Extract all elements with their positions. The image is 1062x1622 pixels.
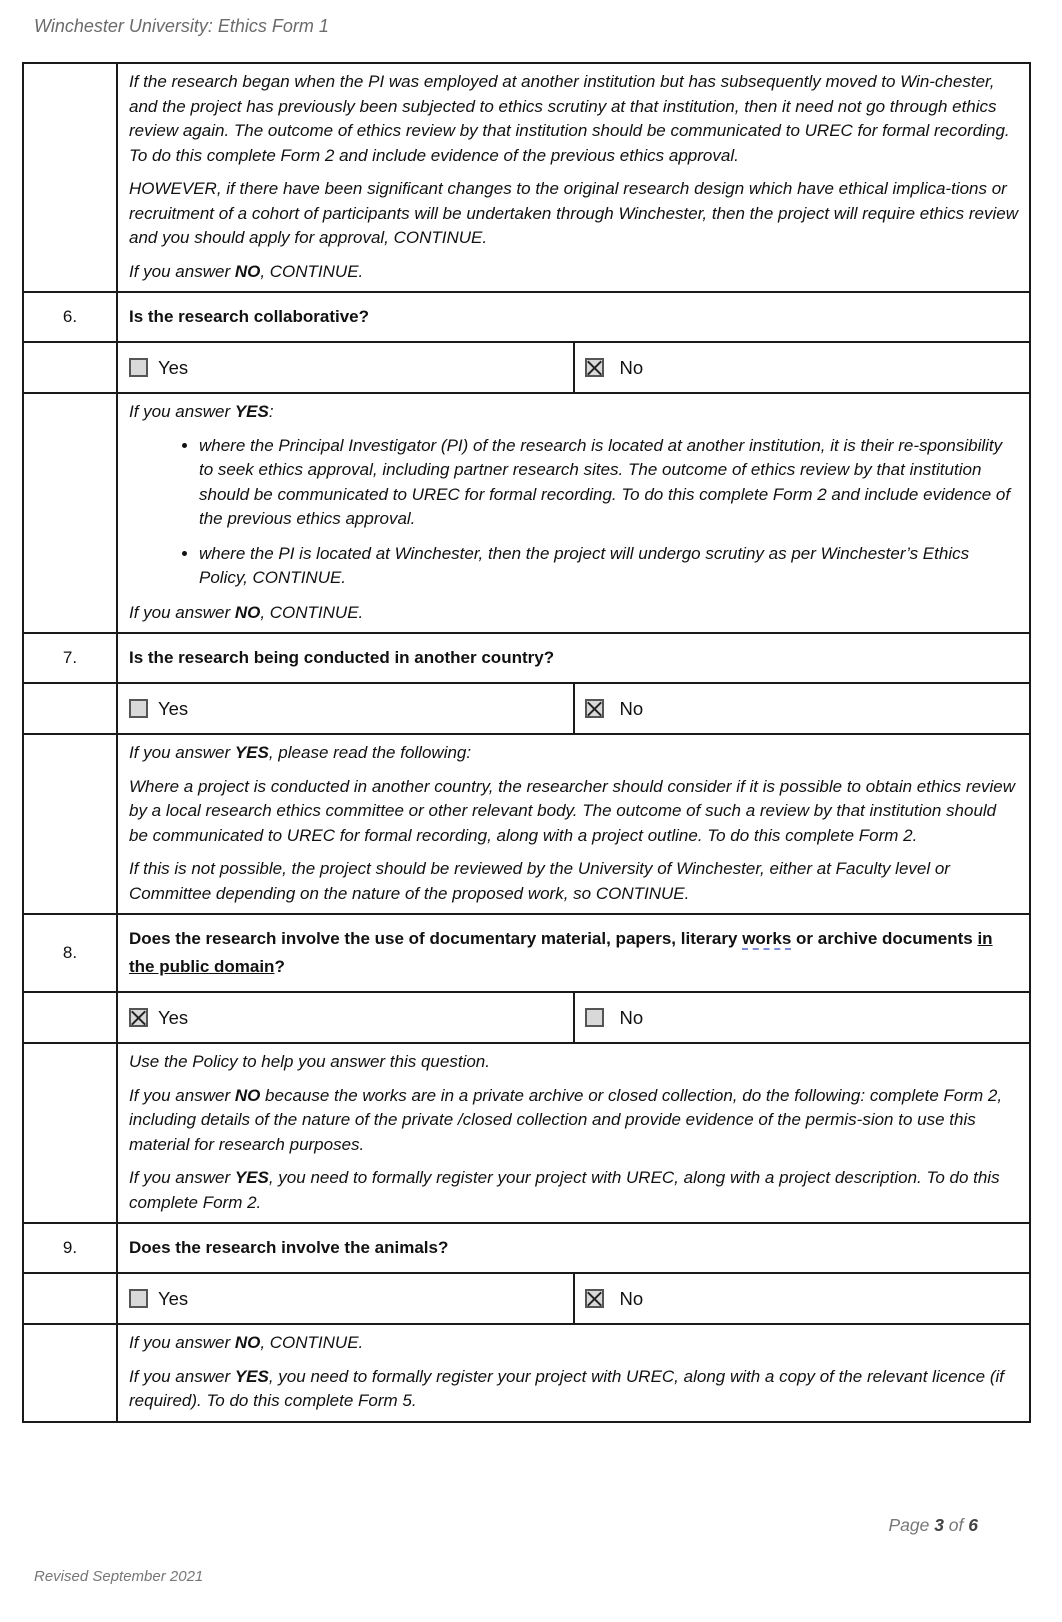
- checkbox-icon: [129, 358, 148, 377]
- answer-row-9: [23, 1273, 1030, 1324]
- answer-row-7: [23, 683, 1030, 734]
- q7-note: If you answer YES, please read the following: Where a project is conducted in another country, the researcher should consider if it is possible to obtain ethics review by a local research ethics committee or other relevant body. The outcome of such a review by that institution should be communicated to UREC for formal recording, along with a project outline. To do this complete Form 2. If this is not possible, the project should be reviewed by the University of Winchester, either at Faculty level or Committee depending on the nature of the proposed work, so CONTINUE.: [117, 734, 1030, 914]
- question-text: Does the research involve the animals?: [117, 1223, 1030, 1273]
- checked-box-icon: [129, 1008, 148, 1027]
- question-row-9: [23, 1223, 1030, 1273]
- checked-box-icon: [585, 699, 604, 718]
- q7-no-checkbox[interactable]: No: [575, 698, 1030, 720]
- list-item: • where the Principal Investigator (PI) of the research is located at another institution, it is their re-sponsibility to seek ethics approval, including partner research sites. The outcome of ethics review by that institution should be communicated to UREC for formal recording. To do this complete Form 2 and include evidence of the previous ethics approval.: [199, 434, 1019, 532]
- answer-row-8: [23, 992, 1030, 1043]
- q5-continuation-row: [23, 63, 1030, 292]
- q8-note: Use the Policy to help you answer this question. If you answer NO because the works are in a private archive or closed collection, do the following: complete Form 2, including details of the nature of the private /closed collection and provide evidence of the permis-sion to use this material for research purposes. If you answer YES, you need to formally register your project with UREC, along with a project description. To do this complete Form 2.: [117, 1043, 1030, 1223]
- question-row-8: [23, 914, 1030, 992]
- q9-no-checkbox[interactable]: No: [575, 1288, 1030, 1310]
- checked-box-icon: [585, 1289, 604, 1308]
- ethics-form-table: [22, 62, 1031, 1423]
- checkbox-icon: [585, 1008, 604, 1027]
- checked-box-icon: [585, 358, 604, 377]
- note-row-6: [23, 393, 1030, 633]
- revision-date: Revised September 2021: [34, 1568, 204, 1585]
- q9-note: If you answer NO, CONTINUE. If you answer YES, you need to formally register your project with UREC, along with a copy of the relevant licence (if required). To do this complete Form 5.: [117, 1324, 1030, 1422]
- question-text: Is the research being conducted in another country?: [117, 633, 1030, 683]
- q7-yes-checkbox[interactable]: Yes: [118, 698, 573, 720]
- question-row-7: [23, 633, 1030, 683]
- q5-continuation-note: If the research began when the PI was employed at another institution but has subsequently moved to Win-chester, and the project has previously been subjected to ethics scrutiny at that institution, then it need not go through ethics review again. The outcome of ethics review by that institution should be communicated to UREC for formal recording. To do this complete Form 2 and include evidence of the previous ethics approval. HOWEVER, if there have been significant changes to the original research design which have ethical implica-tions or recruitment of a cohort of participants will be undertaken through Winchester, then the project will require ethics review and you should apply for approval, CONTINUE. If you answer NO, CONTINUE.: [117, 63, 1030, 292]
- q6-no-checkbox[interactable]: No: [575, 357, 1030, 379]
- page-number: Page 3 of 6: [888, 1515, 978, 1535]
- question-row-6: [23, 292, 1030, 342]
- q6-note: If you answer YES: • where the Principal Investigator (PI) of the research is located at another institution, it is their re-sponsibility to seek ethics approval, including partner research sites. The outcome of ethics review by that institution should be communicated to UREC for formal recording. To do this complete Form 2 and include evidence of the previous ethics approval. • where the PI is located at Winchester, then the project will undergo scrutiny as per Winchester’s Ethics Policy, CONTINUE. If you answer NO, CONTINUE.: [117, 393, 1030, 633]
- note-row-9: [23, 1324, 1030, 1422]
- q9-yes-checkbox[interactable]: Yes: [118, 1288, 573, 1310]
- list-item: • where the PI is located at Winchester, then the project will undergo scrutiny as per Winchester’s Ethics Policy, CONTINUE.: [199, 542, 1019, 591]
- q8-yes-checkbox[interactable]: Yes: [118, 1007, 573, 1029]
- q6-bullet-list: [129, 434, 1019, 591]
- q6-yes-checkbox[interactable]: Yes: [118, 357, 573, 379]
- question-number: 6.: [23, 292, 117, 342]
- question-text: Does the research involve the use of documentary material, papers, literary works or archive documents in the public domain?: [117, 914, 1030, 992]
- checkbox-icon: [129, 699, 148, 718]
- document-header: Winchester University: Ethics Form 1: [34, 16, 329, 36]
- q8-no-checkbox[interactable]: No: [575, 1007, 1030, 1029]
- note-row-7: [23, 734, 1030, 914]
- question-number: 7.: [23, 633, 117, 683]
- question-number: 9.: [23, 1223, 117, 1273]
- question-number: 8.: [23, 914, 117, 992]
- checkbox-icon: [129, 1289, 148, 1308]
- question-text: Is the research collaborative?: [117, 292, 1030, 342]
- answer-row-6: [23, 342, 1030, 393]
- note-row-8: [23, 1043, 1030, 1223]
